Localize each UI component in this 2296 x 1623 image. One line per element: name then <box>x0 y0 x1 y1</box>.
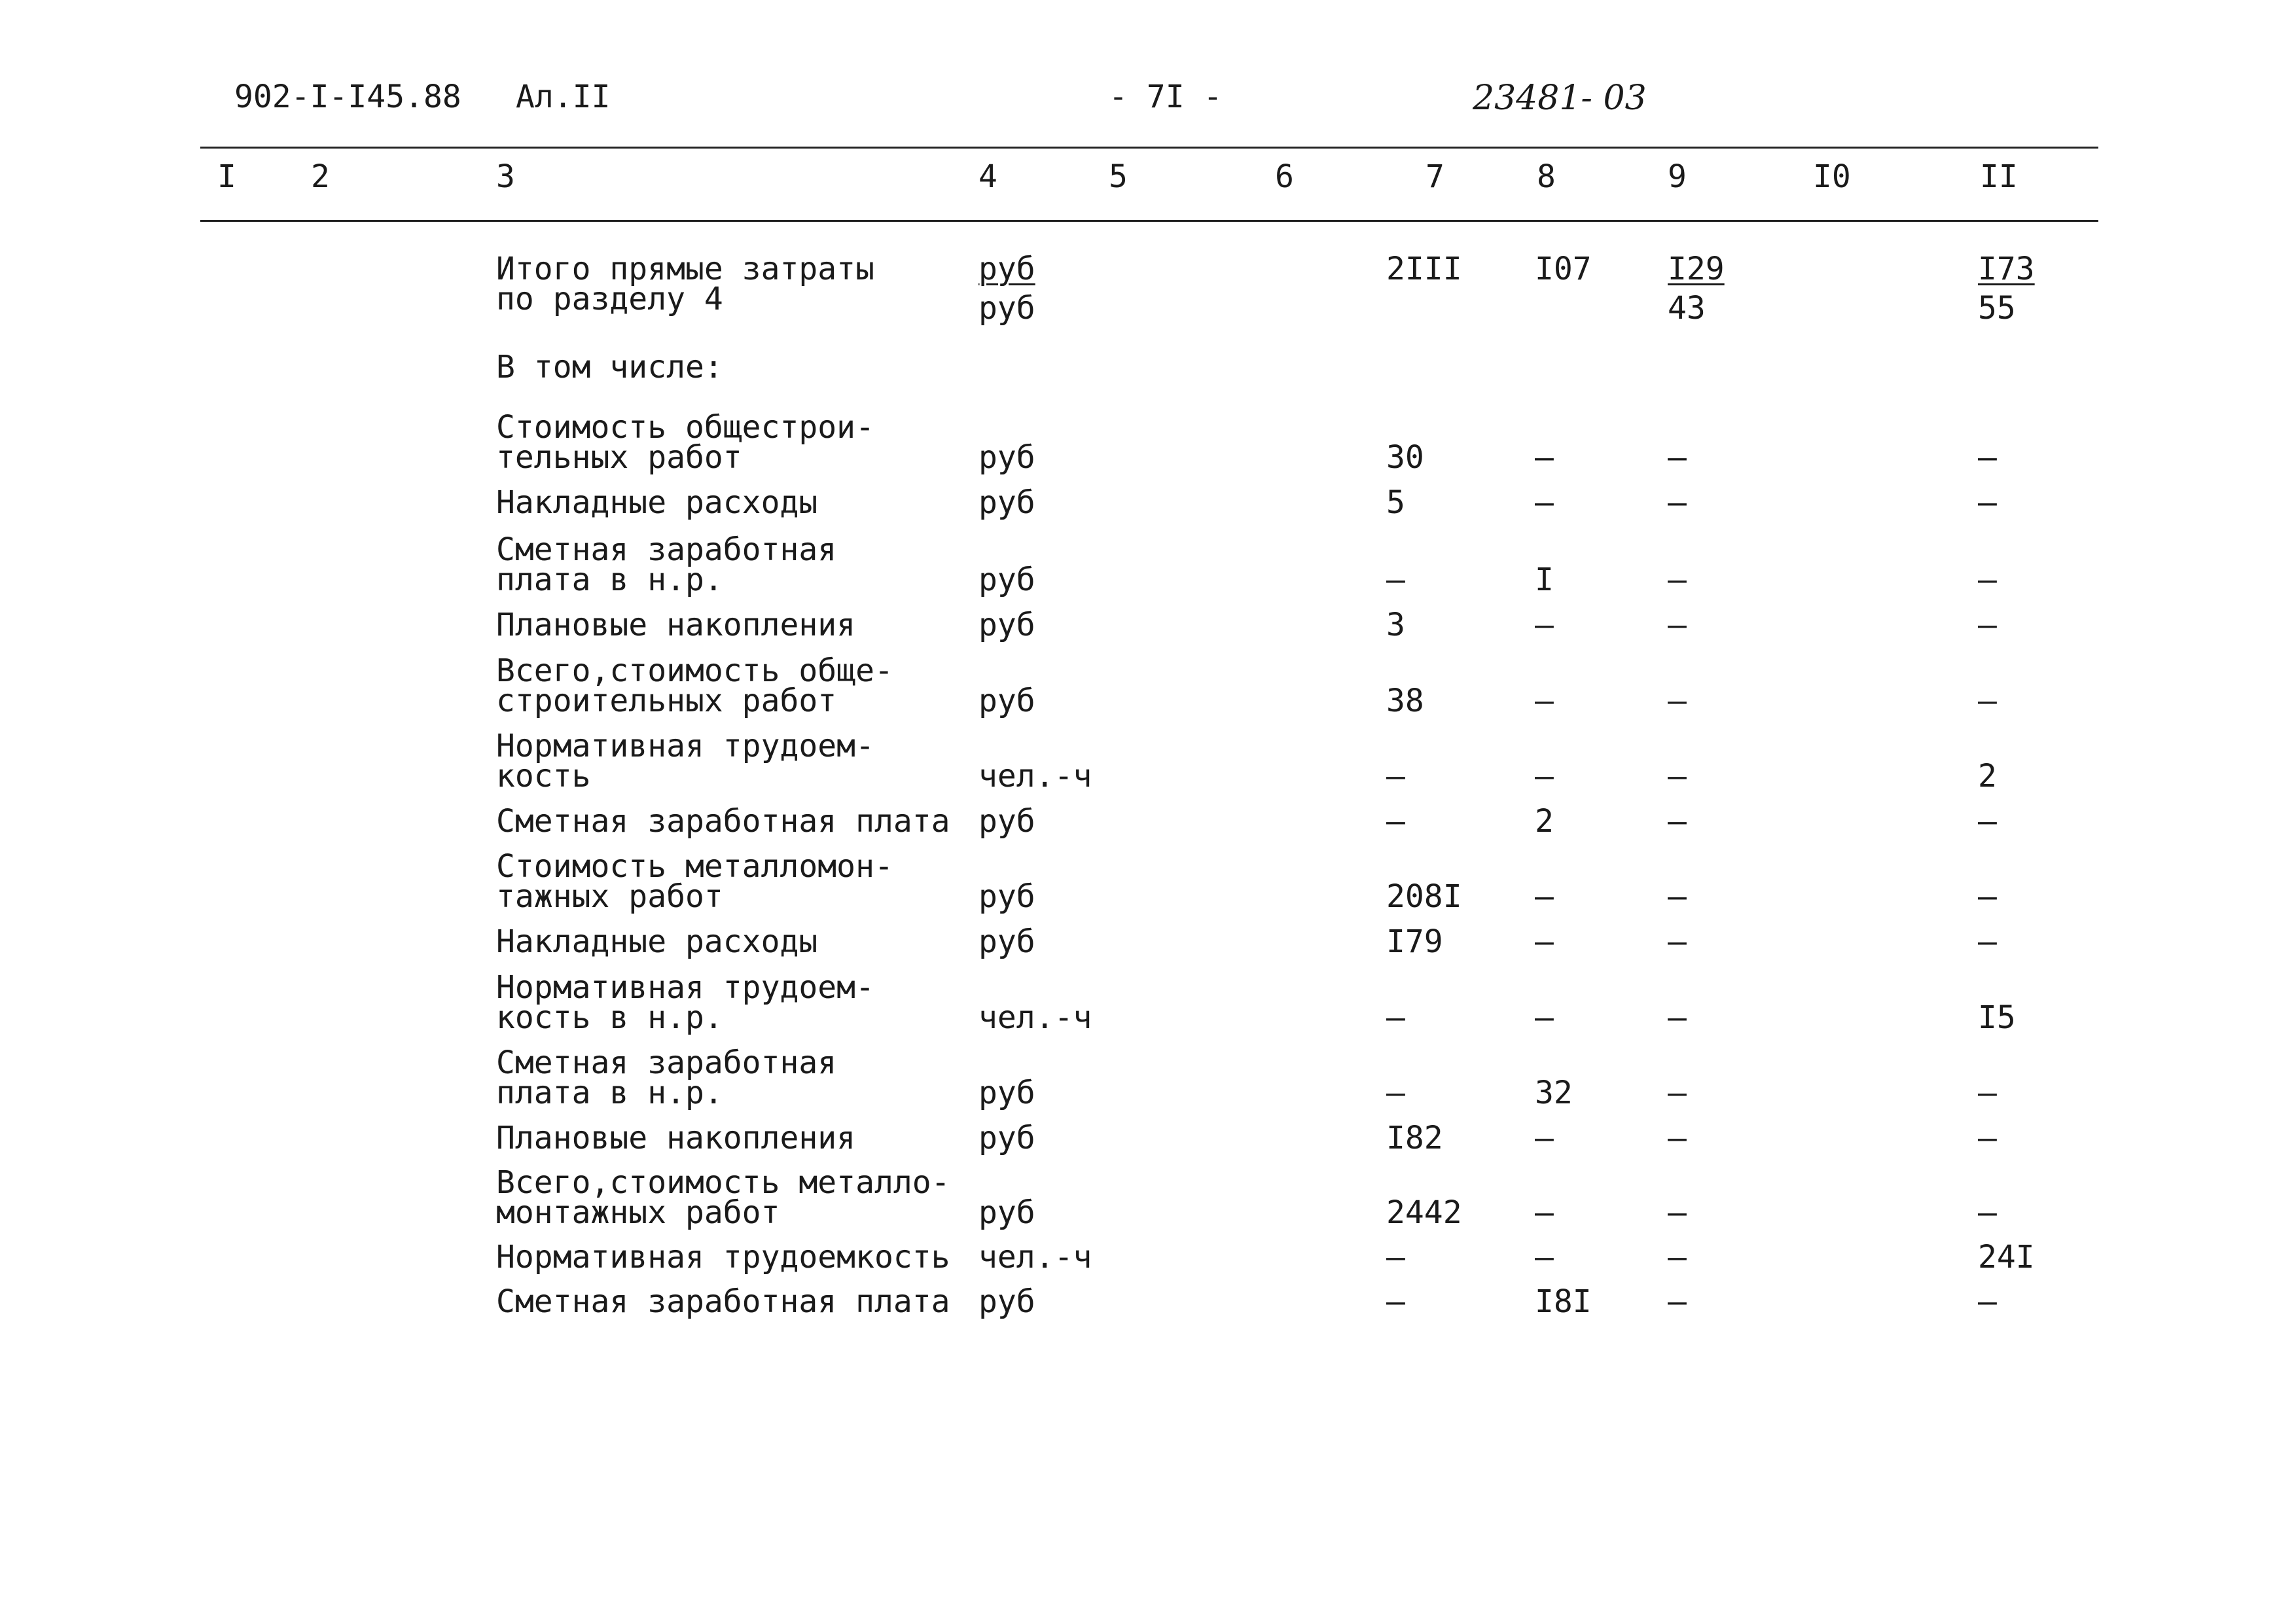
row-unit: руб <box>978 923 1035 960</box>
total-c9-bottom: 43 <box>1668 290 1706 327</box>
row-desc-line1: Нормативная трудоем- <box>496 728 874 764</box>
row-desc-line1: Сметная заработная <box>496 1044 837 1081</box>
row-c8: – <box>1535 758 1554 794</box>
row-c9: – <box>1668 758 1687 794</box>
row-c9: – <box>1668 1283 1687 1320</box>
total-unit-top: руб <box>978 251 1035 287</box>
row-c11: – <box>1978 1283 1997 1320</box>
column-number: 3 <box>496 158 515 195</box>
row-unit: руб <box>978 803 1035 840</box>
row-desc-line2: плата в н.р. <box>496 562 723 598</box>
row-desc-line2: тельных работ <box>496 439 742 476</box>
row-c8: – <box>1535 1239 1554 1275</box>
total-c8: I07 <box>1535 251 1592 287</box>
row-c8: – <box>1535 999 1554 1036</box>
row-unit: руб <box>978 1194 1035 1231</box>
total-c11-top: I73 <box>1978 251 2035 287</box>
row-desc-line2: Нормативная трудоемкость <box>496 1239 950 1275</box>
row-c9: – <box>1668 1120 1687 1156</box>
row-c8: 32 <box>1535 1075 1573 1111</box>
row-desc-line2: Накладные расходы <box>496 923 818 960</box>
row-c7: – <box>1386 1075 1405 1111</box>
row-desc-line2: Сметная заработная плата <box>496 1283 950 1320</box>
row-desc-line1: Сметная заработная <box>496 531 837 568</box>
row-c7: – <box>1386 758 1405 794</box>
row-c8: I <box>1535 562 1554 598</box>
row-desc-line2: кость <box>496 758 591 794</box>
row-c11: – <box>1978 607 1997 643</box>
row-c8: – <box>1535 439 1554 476</box>
row-c11: 24I <box>1978 1239 2035 1275</box>
row-desc-line2: кость в н.р. <box>496 999 723 1036</box>
row-c8: – <box>1535 683 1554 719</box>
row-c7: I79 <box>1386 923 1443 960</box>
row-c9: – <box>1668 484 1687 521</box>
column-number: I0 <box>1813 158 1851 195</box>
row-c8: – <box>1535 878 1554 915</box>
row-unit: руб <box>978 607 1035 643</box>
row-desc-line1: Всего,стоимость обще- <box>496 652 893 689</box>
row-c11: – <box>1978 484 1997 521</box>
page-number: - 7I - <box>1109 79 1223 115</box>
row-c11: 2 <box>1978 758 1997 794</box>
row-c9: – <box>1668 923 1687 960</box>
total-unit-bottom: руб <box>978 290 1035 327</box>
row-c7: – <box>1386 803 1405 840</box>
row-c7: 5 <box>1386 484 1405 521</box>
row-c8: – <box>1535 1194 1554 1231</box>
row-c11: I5 <box>1978 999 2016 1036</box>
row-c11: – <box>1978 562 1997 598</box>
album-label: Ал.II <box>516 79 611 115</box>
row-desc-line2: плата в н.р. <box>496 1075 723 1111</box>
total-desc-line1: Итого прямые затраты <box>496 251 874 287</box>
column-number: I <box>217 158 236 195</box>
row-c11: – <box>1978 1075 1997 1111</box>
column-number: 8 <box>1537 158 1556 195</box>
row-c9: – <box>1668 1239 1687 1275</box>
row-unit: руб <box>978 562 1035 598</box>
row-c8: 2 <box>1535 803 1554 840</box>
row-unit: руб <box>978 439 1035 476</box>
row-c9: – <box>1668 999 1687 1036</box>
column-number: 6 <box>1275 158 1294 195</box>
row-unit: руб <box>978 484 1035 521</box>
row-c9: – <box>1668 562 1687 598</box>
row-desc-line1: Стоимость общестрои- <box>496 409 874 446</box>
row-c7: 3 <box>1386 607 1405 643</box>
row-c8: – <box>1535 484 1554 521</box>
row-desc-line1: Стоимость металломон- <box>496 848 893 885</box>
table-top-rule <box>200 147 2098 149</box>
column-number: 2 <box>311 158 330 195</box>
row-desc-line2: строительных работ <box>496 683 837 719</box>
row-desc-line2: монтажных работ <box>496 1194 780 1231</box>
total-c11-bottom: 55 <box>1978 290 2016 327</box>
row-desc-line2: Плановые накопления <box>496 1120 856 1156</box>
row-c9: – <box>1668 683 1687 719</box>
column-number: 5 <box>1109 158 1128 195</box>
row-c9: – <box>1668 878 1687 915</box>
column-number: II <box>1980 158 2018 195</box>
row-c9: – <box>1668 803 1687 840</box>
row-c11: – <box>1978 1120 1997 1156</box>
row-c7: I82 <box>1386 1120 1443 1156</box>
row-desc-line2: Сметная заработная плата <box>496 803 950 840</box>
row-c11: – <box>1978 923 1997 960</box>
total-desc-line2: по разделу 4 <box>496 281 723 317</box>
row-unit: руб <box>978 1120 1035 1156</box>
row-c11: – <box>1978 1194 1997 1231</box>
row-c7: – <box>1386 1239 1405 1275</box>
row-c7: – <box>1386 562 1405 598</box>
total-c9-top: I29 <box>1668 251 1725 287</box>
subheading: В том числе: <box>496 349 723 385</box>
row-c11: – <box>1978 803 1997 840</box>
row-desc-line2: Накладные расходы <box>496 484 818 521</box>
row-unit: чел.-ч <box>978 758 1092 794</box>
row-c11: – <box>1978 683 1997 719</box>
column-number: 7 <box>1426 158 1444 195</box>
row-c8: – <box>1535 607 1554 643</box>
row-c7: – <box>1386 999 1405 1036</box>
row-unit: чел.-ч <box>978 999 1092 1036</box>
row-desc-line2: тажных работ <box>496 878 723 915</box>
row-unit: руб <box>978 1075 1035 1111</box>
row-desc-line2: Плановые накопления <box>496 607 856 643</box>
column-number: 4 <box>978 158 997 195</box>
doc-number: 902-I-I45.88 <box>234 79 461 115</box>
row-unit: руб <box>978 878 1035 915</box>
total-c7: 2III <box>1386 251 1462 287</box>
row-desc-line1: Всего,стоимость металло- <box>496 1164 950 1201</box>
handwritten-code: 23481- 03 <box>1473 79 1647 118</box>
row-unit: руб <box>978 683 1035 719</box>
row-c8: – <box>1535 923 1554 960</box>
row-c7: 38 <box>1386 683 1424 719</box>
row-c11: – <box>1978 439 1997 476</box>
row-c9: – <box>1668 439 1687 476</box>
row-c7: – <box>1386 1283 1405 1320</box>
row-c9: – <box>1668 1194 1687 1231</box>
row-c9: – <box>1668 607 1687 643</box>
row-c7: 2442 <box>1386 1194 1462 1231</box>
row-desc-line1: Нормативная трудоем- <box>496 969 874 1006</box>
row-c9: – <box>1668 1075 1687 1111</box>
row-c8: I8I <box>1535 1283 1592 1320</box>
row-unit: чел.-ч <box>978 1239 1092 1275</box>
row-c8: – <box>1535 1120 1554 1156</box>
table-header-rule <box>200 220 2098 222</box>
row-c11: – <box>1978 878 1997 915</box>
row-c7: 30 <box>1386 439 1424 476</box>
column-number: 9 <box>1668 158 1687 195</box>
row-c7: 208I <box>1386 878 1462 915</box>
row-unit: руб <box>978 1283 1035 1320</box>
